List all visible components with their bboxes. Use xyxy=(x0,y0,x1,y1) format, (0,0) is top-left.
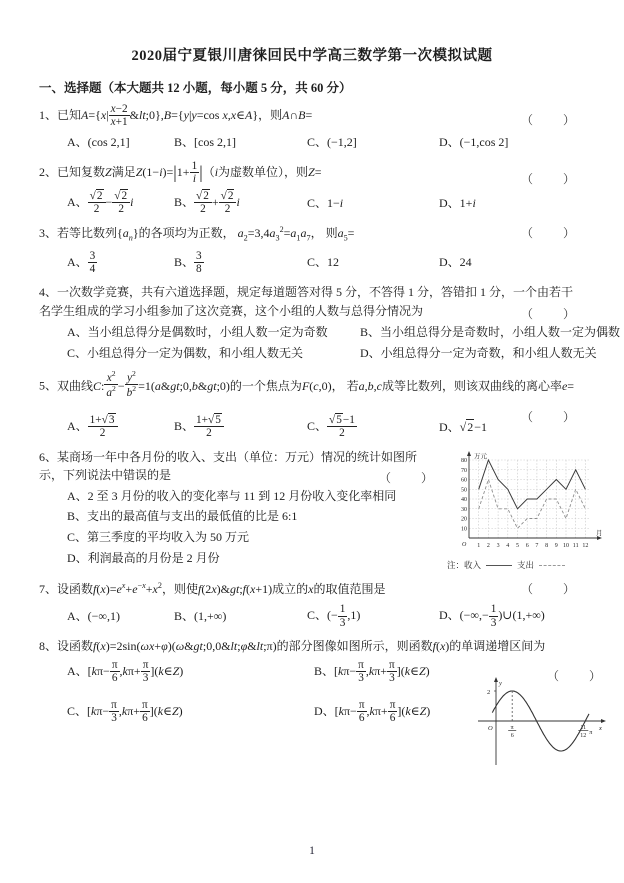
option-text: 24 xyxy=(459,255,472,270)
svg-text:8: 8 xyxy=(545,542,549,549)
option-text: [kπ− $\frac{\pi}{3}$ ,kπ+ $\frac{\pi}{6}$ ](k∈Z) xyxy=(87,698,183,724)
option-label: D、 xyxy=(439,135,460,150)
option-text: $\frac{√5-1}{2}$ xyxy=(329,414,355,440)
svg-text:50: 50 xyxy=(461,486,467,493)
question-stem: 已知A={x| $\frac{x-2}{x+1}$ &lt;0},B={y|y=cos x,x∈A}，则A∩B= xyxy=(57,103,313,129)
page-number: 1 xyxy=(309,845,315,857)
option-A xyxy=(67,414,174,439)
option-C xyxy=(307,133,439,152)
question-5 xyxy=(39,370,585,439)
svg-text:万元: 万元 xyxy=(474,452,487,460)
option-label: C、 xyxy=(67,529,88,544)
question-stem-line xyxy=(39,283,585,320)
option-B xyxy=(360,323,620,342)
option-text: 小组总得分一定为偶数，和小组人数无关 xyxy=(87,345,304,360)
question-stem: 设函数$f(x)=e^x+e^{-x}+x^2$，则使f(2x)&gt;f(x+1)成立的x的取值范围是 xyxy=(57,580,386,596)
question-number: 6、 xyxy=(39,449,58,464)
option-text: $\frac{1+√3}{2}$ xyxy=(88,419,118,433)
options-group xyxy=(39,487,437,567)
option-label: C、 xyxy=(307,135,328,150)
answer-bracket: （ ） xyxy=(520,113,577,127)
option-label: D、 xyxy=(439,608,460,623)
answer-bracket: （ ） xyxy=(520,307,577,321)
option-A xyxy=(67,323,360,342)
question-number: 8、 xyxy=(39,638,58,653)
svg-text:月: 月 xyxy=(596,529,603,537)
question-number: 1、 xyxy=(39,107,58,122)
question-stem: 已知复数Z满足Z(1−i)=|1+ $\frac{1}{i}$ |（i为虚数单位），则Z= xyxy=(57,159,322,186)
option-label: B、 xyxy=(174,254,195,269)
option-C xyxy=(307,603,439,628)
question-stem-line xyxy=(39,637,611,656)
option-D xyxy=(67,549,437,568)
option-label: C、 xyxy=(67,703,88,718)
page-title: 2020届宁夏银川唐徕回民中学高三数学第一次模拟试题 xyxy=(131,48,493,64)
option-text: 1−i xyxy=(327,195,344,210)
svg-text:11: 11 xyxy=(580,725,587,732)
svg-text:9: 9 xyxy=(554,542,558,549)
options-and-graph-row xyxy=(39,657,611,767)
option-text: 支出的最高值与支出的最低值的比是 6:1 xyxy=(87,509,298,524)
question-stem-line xyxy=(39,224,585,245)
question-3 xyxy=(39,224,585,275)
option-text: 利润最高的月份是 2 月份 xyxy=(87,550,220,565)
option-text: $\frac{√2}{2}$ + $\frac{√2}{2}$ i xyxy=(196,190,240,216)
svg-text:π: π xyxy=(589,730,593,737)
question-stem: 双曲线C: $\frac{x^2}{a^2}$ − $\frac{y^2}{b^2}$ =1(a&gt;0,b&gt;0)的一个焦点为F(c,0)， 若a,b,c成等比数列，则该双曲线的离心率e= xyxy=(57,369,575,400)
option-label: D、 xyxy=(439,195,460,210)
question-2 xyxy=(39,160,585,216)
option-label: B、 xyxy=(174,195,195,210)
legend-line-solid-icon xyxy=(486,565,512,566)
option-text: [kπ− $\frac{\pi}{6}$ ,kπ+ $\frac{\pi}{6}$ ](k∈Z) xyxy=(334,698,431,724)
option-text: (−∞,1) xyxy=(87,608,120,623)
option-text: √2−1 xyxy=(459,419,488,434)
question-7 xyxy=(39,580,585,629)
answer-bracket: （ ） xyxy=(546,668,603,683)
svg-text:70: 70 xyxy=(461,467,467,474)
option-text: $\frac{1+√5}{2}$ xyxy=(194,419,224,433)
svg-text:11: 11 xyxy=(572,542,579,549)
option-label: A、 xyxy=(67,325,88,340)
option-A xyxy=(67,487,437,506)
svg-text:6: 6 xyxy=(510,733,514,740)
svg-text:O: O xyxy=(488,725,493,733)
option-label: D、 xyxy=(439,255,460,270)
chart-legend xyxy=(443,559,611,572)
option-label: A、 xyxy=(67,488,88,503)
option-label: A、 xyxy=(67,135,88,150)
option-text: (−1,cos 2] xyxy=(459,135,509,150)
svg-text:π: π xyxy=(510,725,514,732)
option-label: A、 xyxy=(67,254,88,269)
svg-text:7: 7 xyxy=(535,542,539,549)
option-text: [kπ− $\frac{\pi}{3}$ ,kπ+ $\frac{\pi}{3}$ ](k∈Z) xyxy=(334,659,430,685)
answer-bracket: （ ） xyxy=(520,410,577,425)
question-stem: 某商场一年中各月份的收入、支出（单位：万元）情况的统计如图所示，下列说法中错误的是 xyxy=(39,449,418,483)
question-stem-line xyxy=(39,103,585,128)
svg-text:1: 1 xyxy=(477,542,481,549)
option-C xyxy=(67,699,314,724)
option-B xyxy=(174,607,307,626)
option-A xyxy=(67,133,174,152)
question-text-column xyxy=(39,448,443,572)
legend-line-dashed-icon xyxy=(539,565,565,566)
question-8 xyxy=(39,637,611,768)
questions-container xyxy=(39,103,621,767)
svg-text:2: 2 xyxy=(487,689,491,697)
option-C xyxy=(67,528,437,547)
option-label: B、 xyxy=(314,664,335,679)
option-label: B、 xyxy=(174,608,195,623)
option-text: (cos 2,1] xyxy=(87,135,130,150)
options-group xyxy=(39,659,476,767)
option-text: $\frac{√2}{2}$ − $\frac{√2}{2}$ i xyxy=(89,190,134,216)
option-label: C、 xyxy=(307,255,328,270)
option-label: C、 xyxy=(307,195,328,210)
svg-text:30: 30 xyxy=(461,506,467,513)
option-text: $\frac{3}{4}$ xyxy=(89,249,96,275)
option-C xyxy=(307,414,439,439)
question-stem: 设函数f(x)=2sin(ωx+φ)(ω&gt;0,0&lt;φ&lt;π)的部分图像如图所示，则函数f(x)的单调递增区间为 xyxy=(57,638,546,653)
svg-text:20: 20 xyxy=(461,516,467,523)
option-B xyxy=(174,133,307,152)
section-heading: 一、选择题（本大题共 12 小题，每小题 5 分，共 60 分） xyxy=(39,81,352,95)
question-stem-line xyxy=(39,448,437,485)
question-number: 2、 xyxy=(39,164,58,179)
option-text: 当小组总得分是偶数时，小组人数一定为奇数 xyxy=(87,325,328,340)
answer-bracket: （ ） xyxy=(520,581,577,596)
answer-bracket: （ ） xyxy=(520,225,577,240)
option-B xyxy=(314,659,476,684)
option-C xyxy=(67,344,360,363)
question-number: 5、 xyxy=(39,378,58,393)
question-number: 4、 xyxy=(39,285,58,299)
sine-graph-svg xyxy=(476,675,608,767)
income-expense-chart xyxy=(443,448,611,572)
answer-bracket: （ ） xyxy=(378,470,435,485)
svg-text:6: 6 xyxy=(525,542,529,549)
option-A xyxy=(67,250,174,275)
option-text: [cos 2,1] xyxy=(194,135,237,150)
option-label: C、 xyxy=(307,419,328,434)
question-1 xyxy=(39,103,585,152)
question-stem: 一次数学竞赛，共有六道选择题，规定每道题答对得 5 分，不答得 1 分，答错扣 1 分，一个由若干名学生组成的学习小组参加了这次竞赛，这个小组的人数与总得分情况为 xyxy=(39,285,574,318)
option-label: D、 xyxy=(67,550,88,565)
option-text: 当小组总得分是奇数时，小组人数一定为偶数 xyxy=(380,325,621,340)
question-stem-line xyxy=(39,160,585,185)
option-C xyxy=(307,253,439,272)
svg-text:x: x xyxy=(599,725,602,733)
option-D xyxy=(439,603,585,628)
option-label: B、 xyxy=(360,325,381,340)
svg-text:y: y xyxy=(499,680,502,688)
option-B xyxy=(67,507,437,526)
option-text: 12 xyxy=(327,255,340,270)
svg-text:60: 60 xyxy=(461,477,467,484)
option-text: (−∞,− $\frac{1}{3}$ )∪(1,+∞) xyxy=(459,603,545,629)
question-number: 3、 xyxy=(39,225,58,240)
sine-graph xyxy=(476,675,611,767)
option-label: B、 xyxy=(67,509,88,524)
options-group xyxy=(39,133,585,152)
options-group xyxy=(39,414,585,439)
option-label: A、 xyxy=(67,664,88,679)
option-text: (−1,2] xyxy=(327,135,357,150)
option-text: 第三季度的平均收入为 50 万元 xyxy=(87,529,250,544)
svg-text:12: 12 xyxy=(580,733,587,740)
option-B xyxy=(174,414,307,439)
options-group xyxy=(39,250,585,275)
option-B xyxy=(174,250,307,275)
option-A xyxy=(67,190,174,215)
option-D xyxy=(439,253,585,272)
option-label: A、 xyxy=(67,608,88,623)
legend-note: 注：收入 xyxy=(447,559,482,570)
question-stem: 若等比数列$\{a_n\}$的各项均为正数， $a_2=3,4a_3^2=a_1a_7$， 则$a_5=$ xyxy=(57,224,355,243)
option-label: D、 xyxy=(360,345,381,360)
svg-text:10: 10 xyxy=(461,525,467,532)
svg-text:10: 10 xyxy=(563,542,569,549)
option-text: 2 至 3 月份的收入的变化率与 11 到 12 月份收入变化率相同 xyxy=(87,488,397,503)
svg-text:2: 2 xyxy=(486,542,490,549)
svg-text:80: 80 xyxy=(461,457,467,464)
income-expense-chart-svg xyxy=(443,450,605,558)
option-B xyxy=(174,190,307,215)
option-D xyxy=(360,344,620,363)
option-D xyxy=(439,194,585,213)
option-D xyxy=(314,699,476,724)
option-C xyxy=(307,194,439,213)
question-stem-line xyxy=(39,370,585,399)
svg-text:40: 40 xyxy=(461,496,467,503)
svg-text:3: 3 xyxy=(496,542,500,549)
option-A xyxy=(67,659,314,684)
question-4 xyxy=(39,283,621,362)
option-label: D、 xyxy=(439,419,460,434)
option-label: D、 xyxy=(314,703,335,718)
option-label: C、 xyxy=(307,608,328,623)
legend-series-2: 支出 xyxy=(517,559,535,570)
options-group xyxy=(39,190,585,215)
option-label: B、 xyxy=(174,135,195,150)
option-label: C、 xyxy=(67,345,88,360)
option-text: 1+i xyxy=(459,195,476,210)
option-text: (1,+∞) xyxy=(194,608,227,623)
option-A xyxy=(67,607,174,626)
question-number: 7、 xyxy=(39,581,58,596)
option-label: A、 xyxy=(67,195,88,210)
option-label: B、 xyxy=(174,419,195,434)
option-text: $\frac{3}{8}$ xyxy=(196,249,202,275)
svg-text:12: 12 xyxy=(582,542,589,549)
svg-text:4: 4 xyxy=(506,542,510,549)
question-stem-line xyxy=(39,580,585,599)
option-label: A、 xyxy=(67,419,88,434)
option-text: 小组总得分一定为奇数，和小组人数无关 xyxy=(380,345,597,360)
options-group xyxy=(39,603,585,628)
option-text: (− $\frac{1}{3}$ ,1) xyxy=(327,603,361,629)
svg-text:5: 5 xyxy=(516,542,519,549)
option-text: [kπ− $\frac{\pi}{6}$ ,kπ+ $\frac{\pi}{3}$ ](k∈Z) xyxy=(87,659,184,685)
question-6 xyxy=(39,448,611,572)
answer-bracket: （ ） xyxy=(520,171,577,186)
svg-text:O: O xyxy=(462,541,467,548)
options-group xyxy=(39,323,621,362)
option-D xyxy=(439,133,585,152)
